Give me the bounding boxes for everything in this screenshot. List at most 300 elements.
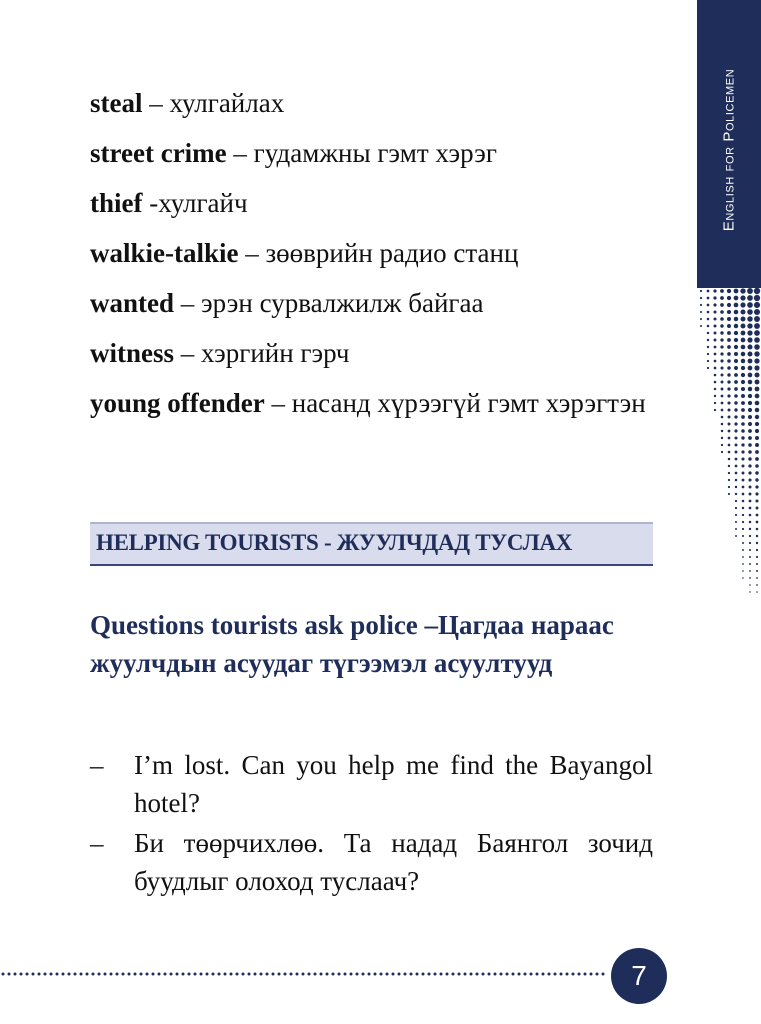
footer-dot (20, 973, 23, 976)
footer-dot (134, 973, 137, 976)
footer-dot (266, 973, 269, 976)
halftone-dot (707, 353, 709, 355)
glossary-entry (90, 128, 655, 178)
halftone-dot (742, 507, 744, 509)
footer-dot (230, 973, 233, 976)
halftone-dot (754, 295, 760, 301)
dash-bullet: – (90, 750, 104, 780)
glossary-term: wanted (90, 288, 175, 318)
footer-dot (194, 973, 197, 976)
halftone-dot (747, 288, 753, 294)
footer-dot (362, 973, 365, 976)
halftone-dot (728, 437, 731, 440)
halftone-dot (707, 290, 710, 293)
halftone-dot (749, 521, 752, 524)
phrase-list (90, 746, 653, 902)
halftone-dot (707, 311, 710, 314)
footer-dot (464, 973, 467, 976)
halftone-dot (740, 302, 745, 307)
halftone-dot (741, 331, 746, 336)
halftone-dot (741, 373, 745, 377)
glossary-term: walkie-talkie (90, 238, 239, 268)
list-item (90, 746, 653, 822)
halftone-dot (741, 345, 746, 350)
footer-dot (584, 973, 587, 976)
halftone-dot (727, 317, 731, 321)
halftone-dot (734, 366, 738, 370)
halftone-dot (742, 570, 744, 572)
halftone-dot (754, 330, 760, 336)
halftone-dot (742, 479, 745, 482)
page-number-badge (611, 948, 667, 1004)
halftone-dot (748, 366, 753, 371)
halftone-dot (721, 395, 724, 398)
halftone-dot (713, 296, 716, 299)
footer-dot (566, 973, 569, 976)
halftone-dot (755, 478, 758, 481)
halftone-dot (747, 337, 752, 342)
footer-dot (302, 973, 305, 976)
glossary-entry (90, 178, 655, 228)
footer-dot (494, 973, 497, 976)
halftone-dot (721, 437, 723, 439)
halftone-dot (756, 577, 758, 579)
halftone-dot (707, 304, 710, 307)
footer-dot (518, 973, 521, 976)
section-title: HELPING TOURISTS - ЖУУЛЧДАД ТУСЛАХ (96, 530, 573, 555)
halftone-dot (741, 436, 744, 439)
side-tab-title (697, 0, 761, 288)
footer-dot (326, 973, 329, 976)
halftone-dot (734, 380, 738, 384)
halftone-dot (720, 310, 724, 314)
halftone-dot (742, 500, 745, 503)
halftone-dot (742, 542, 744, 544)
halftone-dot (707, 318, 710, 321)
halftone-dot (748, 408, 752, 412)
halftone-dot (748, 380, 753, 385)
halftone-dot (749, 570, 751, 572)
halftone-dot (747, 309, 753, 315)
halftone-dot (720, 352, 723, 355)
halftone-dot (735, 507, 737, 509)
footer-dot (50, 973, 53, 976)
halftone-dot (734, 331, 738, 335)
halftone-dot (727, 359, 731, 363)
footer-dot (116, 973, 119, 976)
footer-dot (368, 973, 371, 976)
footer-dot (296, 973, 299, 976)
halftone-dot (755, 464, 759, 468)
halftone-dot (749, 493, 752, 496)
halftone-dot (734, 401, 737, 404)
halftone-dot (748, 457, 751, 460)
footer-dot (224, 973, 227, 976)
halftone-dot (741, 359, 745, 363)
halftone-dot (756, 507, 759, 510)
halftone-dot (728, 472, 730, 474)
halftone-dot (720, 296, 724, 300)
halftone-dot (748, 471, 751, 474)
glossary-term: thief (90, 188, 143, 218)
list-item (90, 824, 653, 900)
footer-dot (542, 973, 545, 976)
halftone-dot (714, 388, 716, 390)
halftone-dot (721, 409, 724, 412)
glossary-translation: -хулгайч (142, 188, 248, 218)
footer-dot (308, 973, 311, 976)
halftone-dot (741, 401, 745, 405)
halftone-dot (749, 549, 751, 551)
halftone-dot (735, 444, 738, 447)
footer-dot (212, 973, 215, 976)
page-number: 7 (631, 960, 647, 991)
halftone-dot (756, 591, 758, 593)
halftone-dot (700, 297, 702, 299)
halftone-dot (713, 317, 716, 320)
footer-dot (272, 973, 275, 976)
halftone-dot (707, 360, 709, 362)
halftone-dot (749, 507, 752, 510)
halftone-dot (754, 372, 759, 377)
halftone-dot (756, 556, 758, 558)
footer-dot (506, 973, 509, 976)
halftone-dot (714, 346, 717, 349)
halftone-dot (727, 366, 731, 370)
halftone-dot (748, 443, 752, 447)
halftone-dot (748, 415, 752, 419)
halftone-dot (749, 563, 751, 565)
halftone-dot (755, 485, 758, 488)
halftone-dot (707, 367, 709, 369)
halftone-dot (721, 444, 723, 446)
halftone-dot (728, 430, 731, 433)
halftone-dot (735, 493, 737, 495)
halftone-dot (742, 535, 744, 537)
halftone-dot (742, 563, 744, 565)
glossary-entry (90, 228, 655, 278)
halftone-dot (713, 303, 716, 306)
halftone-dot (734, 338, 738, 342)
halftone-dot (727, 387, 730, 390)
footer-dot (260, 973, 263, 976)
footer-dot (62, 973, 65, 976)
footer-dot (254, 973, 257, 976)
halftone-dot (742, 486, 745, 489)
halftone-dot (754, 337, 760, 343)
halftone-dot (720, 366, 723, 369)
footer-dot (536, 973, 539, 976)
halftone-dot (707, 346, 709, 348)
glossary-term: witness (90, 338, 175, 368)
halftone-dot (728, 486, 730, 488)
footer-dot (602, 973, 605, 976)
footer-dot (320, 973, 323, 976)
halftone-dot (742, 521, 744, 523)
footer-dot (386, 973, 389, 976)
halftone-dot (742, 514, 744, 516)
halftone-dot (727, 289, 731, 293)
halftone-dot (714, 402, 716, 404)
halftone-dot (755, 457, 759, 461)
halftone-dot (756, 584, 758, 586)
halftone-dot (728, 444, 731, 447)
halftone-dot (740, 288, 745, 293)
halftone-dot (741, 464, 744, 467)
halftone-dot (748, 450, 752, 454)
halftone-dot (741, 415, 745, 419)
halftone-dot (727, 296, 731, 300)
footer-dot (356, 973, 359, 976)
footer-dot (248, 973, 251, 976)
footer-dot (446, 973, 449, 976)
halftone-dot (727, 394, 730, 397)
footer-dot (422, 973, 425, 976)
footer-dot (332, 973, 335, 976)
halftone-dot (741, 443, 744, 446)
halftone-dot (754, 302, 760, 308)
footer-dot (476, 973, 479, 976)
footer-dot (452, 973, 455, 976)
halftone-dot (727, 303, 731, 307)
halftone-dot (735, 472, 738, 475)
halftone-dot (749, 514, 752, 517)
glossary-translation: – эрэн сурвалжилж байгаа (174, 288, 484, 318)
halftone-dot (748, 478, 751, 481)
footer-dot (128, 973, 131, 976)
halftone-dot (754, 323, 760, 329)
halftone-dot (748, 359, 753, 364)
halftone-dot (721, 451, 723, 453)
halftone-dot (741, 394, 745, 398)
halftone-dot (756, 528, 759, 531)
footer-dot (278, 973, 281, 976)
halftone-dot (714, 332, 717, 335)
footer-dot (434, 973, 437, 976)
footer-dot (398, 973, 401, 976)
footer-dot (470, 973, 473, 976)
footer-dot (554, 973, 557, 976)
glossary-translation: – хулгайлах (142, 88, 285, 118)
glossary-translation: – зөөврийн радио станц (238, 238, 519, 268)
halftone-dot (720, 345, 723, 348)
halftone-dot (734, 352, 738, 356)
footer-dot (458, 973, 461, 976)
halftone-dot (747, 302, 753, 308)
halftone-dot (734, 345, 738, 349)
halftone-dot (747, 323, 752, 328)
halftone-dot (721, 388, 724, 391)
halftone-dot (755, 443, 759, 447)
halftone-dot (755, 387, 760, 392)
halftone-dot (749, 556, 751, 558)
footer-dot (8, 973, 11, 976)
footer-dot (176, 973, 179, 976)
footer-dot (38, 973, 41, 976)
footer-dot (512, 973, 515, 976)
halftone-dot (721, 374, 724, 377)
halftone-dot (713, 310, 716, 313)
halftone-dot (740, 295, 745, 300)
halftone-dot (734, 429, 737, 432)
halftone-dot (727, 310, 731, 314)
halftone-dot (727, 324, 731, 328)
halftone-dot (720, 289, 724, 293)
halftone-dot (734, 408, 737, 411)
glossary-translation: – насанд хүрээгүй гэмт хэрэгтэн (264, 388, 646, 418)
halftone-dot (721, 416, 724, 419)
halftone-dot (734, 296, 739, 301)
halftone-dot (714, 367, 717, 370)
halftone-dot (749, 577, 751, 579)
halftone-dot (755, 492, 758, 495)
halftone-dot (742, 493, 745, 496)
halftone-dot (749, 584, 751, 586)
halftone-dot (748, 401, 752, 405)
halftone-dot (756, 514, 759, 517)
halftone-dot (755, 450, 759, 454)
halftone-dot (748, 436, 752, 440)
halftone-dot (754, 351, 759, 356)
footer-dot (482, 973, 485, 976)
halftone-dot (741, 457, 744, 460)
halftone-dot (735, 500, 737, 502)
halftone-dot (756, 570, 758, 572)
halftone-dot (727, 401, 730, 404)
footer-dot (410, 973, 413, 976)
halftone-dot (728, 479, 730, 481)
halftone-dot (755, 429, 759, 433)
footer-dot (74, 973, 77, 976)
halftone-dot (749, 535, 751, 537)
halftone-dot (747, 295, 753, 301)
footer-dotted-rule (0, 970, 610, 978)
footer-dot (188, 973, 191, 976)
halftone-dot (728, 416, 731, 419)
footer-dot (404, 973, 407, 976)
halftone-dot (720, 359, 723, 362)
footer-dot (524, 973, 527, 976)
halftone-dot (747, 344, 752, 349)
footer-dot (236, 973, 239, 976)
halftone-dot (734, 373, 738, 377)
halftone-dot (754, 288, 760, 294)
halftone-dot (714, 339, 717, 342)
footer-dot (200, 973, 203, 976)
footer-dot (350, 973, 353, 976)
halftone-dot (741, 450, 744, 453)
halftone-dot (735, 528, 737, 530)
footer-dot (284, 973, 287, 976)
glossary-translation: – хэргийн гэрч (174, 338, 350, 368)
halftone-dot (756, 521, 759, 524)
halftone-dot (749, 486, 752, 489)
halftone-dot (734, 387, 738, 391)
halftone-dot (749, 528, 751, 530)
halftone-dot (755, 415, 759, 419)
glossary-entry (90, 384, 655, 422)
halftone-dot (714, 325, 717, 328)
footer-dot (374, 973, 377, 976)
halftone-dot (741, 429, 745, 433)
halftone-dot (748, 352, 753, 357)
halftone-dot (727, 352, 731, 356)
glossary-entry (90, 278, 655, 328)
halftone-dot (728, 451, 731, 454)
halftone-dot (749, 542, 751, 544)
footer-dot (110, 973, 113, 976)
footer-dot (164, 973, 167, 976)
footer-dot (572, 973, 575, 976)
footer-dot (146, 973, 149, 976)
footer-dot (44, 973, 47, 976)
halftone-dot (754, 344, 760, 350)
halftone-dot (700, 325, 702, 327)
halftone-dot (748, 373, 753, 378)
halftone-dot (748, 422, 752, 426)
subheading: Questions tourists ask police –Цагдаа нараас жуулчдын асуудаг түгээмэл асуултууд (90, 610, 614, 678)
halftone-dot (756, 535, 759, 538)
phrase-text: Би төөрчихлөө. Та надад Баянгол зочид буудлыг олоход туслаач? (134, 828, 653, 896)
footer-dot (392, 973, 395, 976)
footer-dot (548, 973, 551, 976)
halftone-dot (707, 325, 710, 328)
footer-dot (488, 973, 491, 976)
halftone-dot (755, 471, 759, 475)
halftone-dot (707, 339, 709, 341)
footer-dot (242, 973, 245, 976)
halftone-dot (721, 402, 724, 405)
footer-dot (92, 973, 95, 976)
glossary-term: steal (90, 88, 143, 118)
halftone-dot (721, 381, 724, 384)
halftone-dot (727, 408, 730, 411)
halftone-dot (734, 422, 737, 425)
footer-dot (170, 973, 173, 976)
halftone-dot (741, 338, 746, 343)
halftone-dot (727, 373, 730, 376)
halftone-dot (755, 422, 759, 426)
halftone-dot (734, 310, 739, 315)
footer-dot (182, 973, 185, 976)
halftone-dot (755, 408, 760, 413)
halftone-dot (749, 591, 750, 592)
halftone-dot (714, 353, 717, 356)
footer-dot (26, 973, 29, 976)
halftone-dot (748, 429, 752, 433)
halftone-dot (721, 423, 724, 426)
footer-dot (2, 973, 5, 976)
halftone-dot (735, 486, 737, 488)
halftone-dot (700, 311, 702, 313)
halftone-dot (720, 303, 724, 307)
footer-dot (80, 973, 83, 976)
halftone-dot (742, 549, 744, 551)
halftone-dot (748, 394, 752, 398)
footer-dot (68, 973, 71, 976)
halftone-dot (734, 303, 739, 308)
halftone-dot (735, 465, 738, 468)
halftone-dot (748, 387, 752, 391)
glossary-term: young offender (90, 388, 265, 418)
halftone-dot (755, 380, 760, 385)
footer-dot (122, 973, 125, 976)
halftone-dot (707, 297, 710, 300)
halftone-dot (714, 374, 717, 377)
footer-dot (560, 973, 563, 976)
halftone-dot (727, 380, 730, 383)
halftone-dot (714, 360, 717, 363)
